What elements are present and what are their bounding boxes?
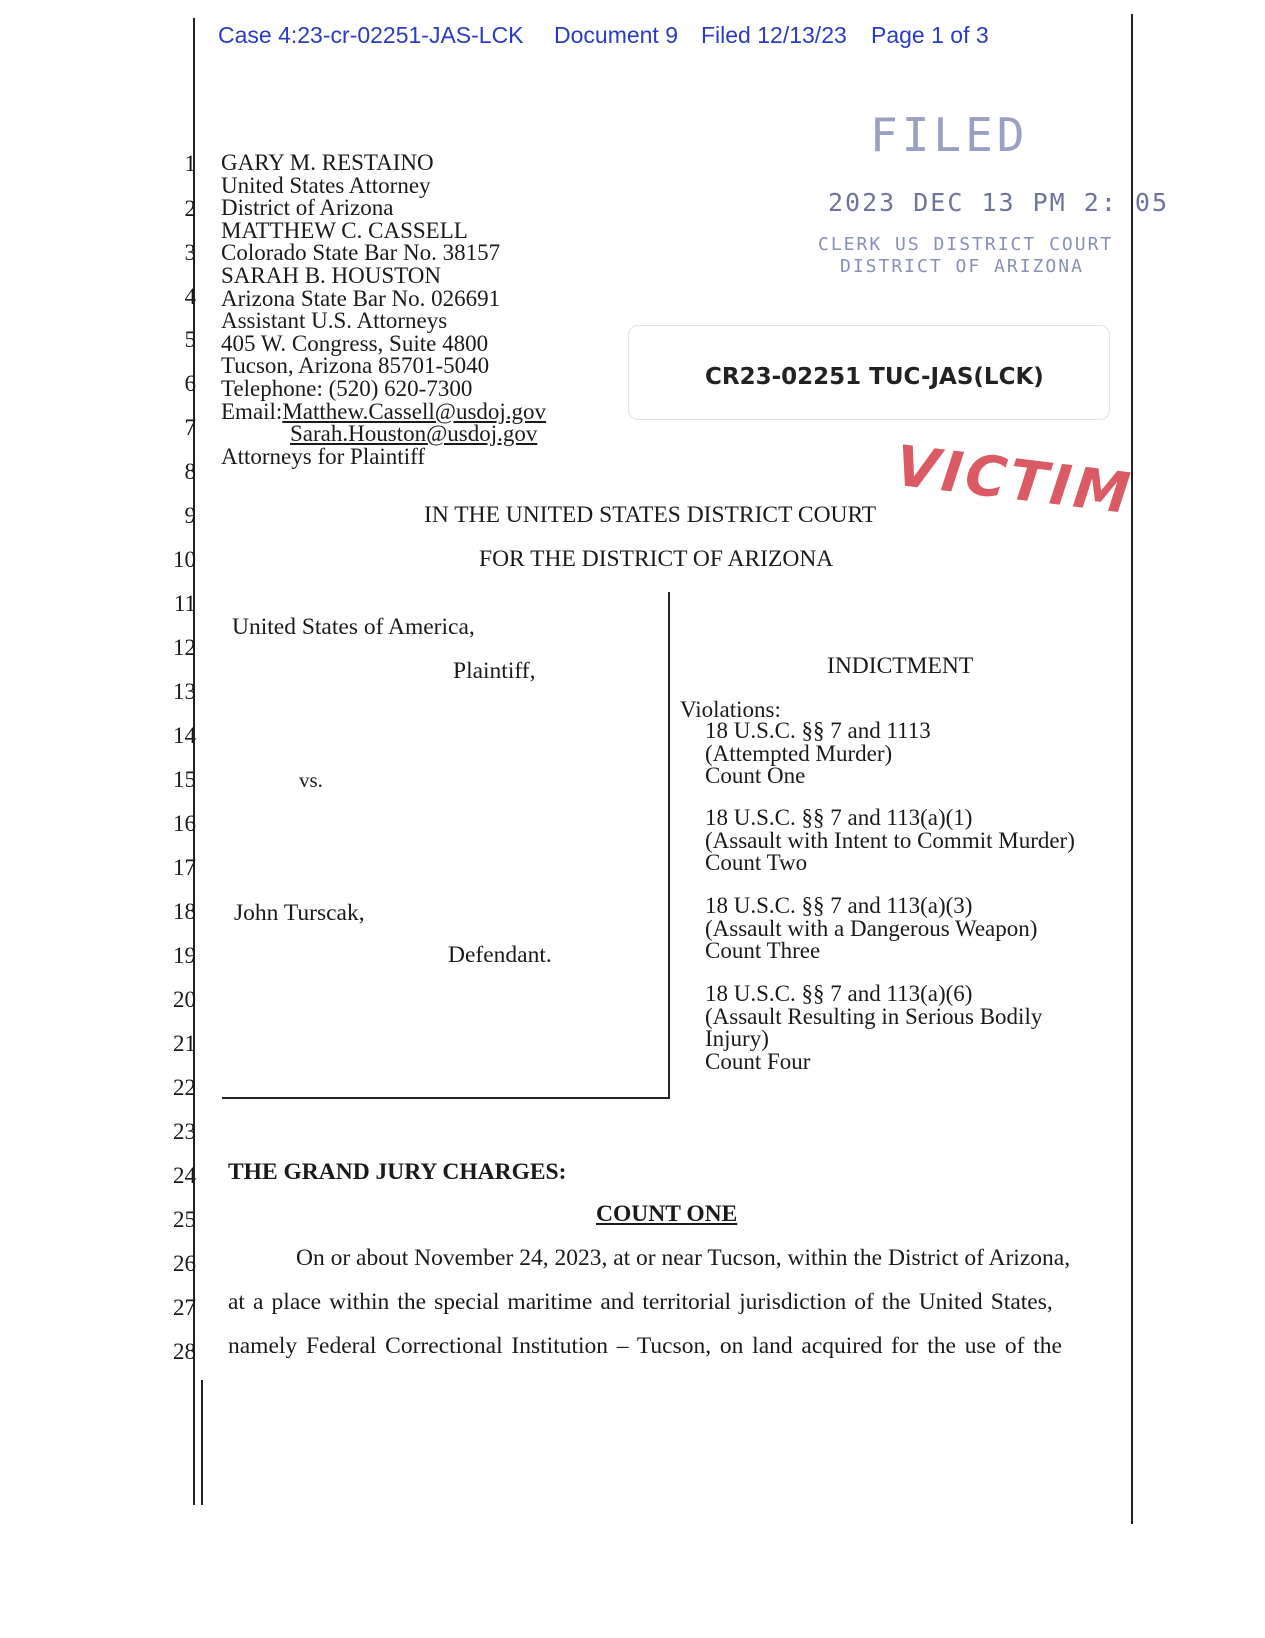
line-number: 17 bbox=[173, 855, 196, 880]
court-title: IN THE UNITED STATES DISTRICT COURT bbox=[424, 502, 877, 528]
line-number: 3 bbox=[184, 240, 196, 265]
line-number: 23 bbox=[173, 1119, 196, 1144]
attorney-line: Telephone: (520) 620-7300 bbox=[221, 375, 473, 401]
line-number: 15 bbox=[173, 767, 196, 792]
count-one-heading: COUNT ONE bbox=[596, 1201, 738, 1227]
line-number: 14 bbox=[173, 723, 196, 748]
line-number: 8 bbox=[184, 459, 196, 484]
attorney-line: Arizona State Bar No. 026691 bbox=[221, 285, 501, 311]
left-margin-rule-inner bbox=[201, 1380, 203, 1505]
caption-bottom-rule bbox=[222, 1097, 670, 1099]
violation-count-three bbox=[705, 895, 1037, 963]
line-number: 13 bbox=[173, 679, 196, 704]
line-number: 18 bbox=[173, 899, 196, 924]
violation-statute: 18 U.S.C. §§ 7 and 1113 bbox=[705, 718, 931, 743]
attorney-line: SARAH B. HOUSTON bbox=[221, 262, 442, 288]
attorney-line: Tucson, Arizona 85701-5040 bbox=[221, 353, 490, 379]
attorney-line: MATTHEW C. CASSELL bbox=[221, 217, 468, 243]
line-number: 21 bbox=[173, 1031, 196, 1056]
line-number: 1 bbox=[184, 151, 196, 176]
attorneys-for: Attorneys for Plaintiff bbox=[221, 443, 425, 469]
case-number-box bbox=[628, 325, 1110, 420]
attorney-line: Assistant U.S. Attorneys bbox=[221, 308, 448, 334]
line-number: 16 bbox=[173, 811, 196, 836]
line-number: 9 bbox=[184, 503, 196, 528]
violation-count-four bbox=[705, 983, 1042, 1073]
attorney-line: Colorado State Bar No. 38157 bbox=[221, 240, 501, 266]
line-number: 22 bbox=[173, 1075, 196, 1100]
body-line-2: at a place within the special maritime and territorial jurisdiction of the United States, bbox=[228, 1289, 1053, 1315]
caption-divider bbox=[668, 592, 670, 1098]
email-link-cassell[interactable]: Matthew.Cassell@usdoj.gov bbox=[282, 398, 547, 424]
case-number-label: CR23-02251 TUC-JAS(LCK) bbox=[705, 364, 1044, 390]
attorney-line: GARY M. RESTAINO bbox=[221, 150, 434, 175]
violation-count: Count Four bbox=[705, 1048, 811, 1074]
violation-description: (Assault with Intent to Commit Murder) bbox=[705, 827, 1075, 853]
violation-count-two bbox=[705, 807, 1075, 875]
victim-stamp: VICTIM bbox=[891, 433, 1137, 528]
line-number: 2 bbox=[184, 196, 196, 221]
attorney-line: District of Arizona bbox=[221, 195, 394, 221]
body-line-1: On or about November 24, 2023, at or near Tucson, within the District of Arizona, bbox=[296, 1245, 1071, 1271]
violation-statute: 18 U.S.C. §§ 7 and 113(a)(1) bbox=[705, 805, 973, 830]
court-district: FOR THE DISTRICT OF ARIZONA bbox=[479, 546, 834, 572]
violation-statute: 18 U.S.C. §§ 7 and 113(a)(3) bbox=[705, 893, 973, 918]
line-number: 24 bbox=[173, 1163, 196, 1188]
line-number: 6 bbox=[184, 371, 196, 396]
right-margin-rule bbox=[1131, 14, 1133, 1524]
defendant-label: Defendant. bbox=[448, 942, 552, 968]
violation-description: (Assault with a Dangerous Weapon) bbox=[705, 915, 1038, 941]
defendant-name: John Turscak, bbox=[234, 900, 365, 926]
violation-count: Count Three bbox=[705, 938, 821, 964]
filed-stamp-clerk: CLERK US DISTRICT COURT bbox=[818, 234, 1114, 255]
email-link-houston[interactable]: Sarah.Houston@usdoj.gov bbox=[290, 421, 538, 447]
line-number: 5 bbox=[184, 327, 196, 352]
attorney-block bbox=[221, 152, 546, 468]
attorney-line: United States Attorney bbox=[221, 172, 431, 198]
line-number: 12 bbox=[173, 635, 196, 660]
header-case-number: Case 4:23-cr-02251-JAS-LCK bbox=[218, 22, 524, 48]
line-number: 10 bbox=[173, 547, 196, 572]
plaintiff-name: United States of America, bbox=[232, 614, 475, 640]
body-line-3: namely Federal Correctional Institution – Tucson, on land acquired for the use of the bbox=[228, 1333, 1062, 1359]
line-number: 25 bbox=[173, 1207, 196, 1232]
filed-stamp-title: FILED bbox=[870, 108, 1029, 162]
email-line bbox=[221, 398, 547, 424]
header-filed-date: Filed 12/13/23 bbox=[701, 22, 847, 48]
plaintiff-label: Plaintiff, bbox=[453, 658, 536, 684]
line-number: 4 bbox=[184, 284, 196, 309]
line-number: 26 bbox=[173, 1251, 196, 1276]
violation-description-cont: Injury) bbox=[705, 1026, 769, 1052]
line-number: 27 bbox=[173, 1295, 196, 1320]
violation-description: (Attempted Murder) bbox=[705, 740, 893, 766]
filed-stamp-date: 2023 DEC 13 PM 2: 05 bbox=[828, 188, 1170, 217]
indictment-title: INDICTMENT bbox=[827, 653, 974, 679]
violation-count-one bbox=[705, 720, 931, 788]
line-number: 20 bbox=[173, 987, 196, 1012]
line-number: 7 bbox=[184, 415, 196, 440]
violation-count: Count Two bbox=[705, 850, 808, 876]
grand-jury-heading: THE GRAND JURY CHARGES: bbox=[228, 1159, 567, 1185]
line-number: 19 bbox=[173, 943, 196, 968]
email-line-2 bbox=[221, 423, 546, 446]
versus: vs. bbox=[299, 768, 323, 792]
email-label: Email: bbox=[221, 398, 283, 424]
violation-statute: 18 U.S.C. §§ 7 and 113(a)(6) bbox=[705, 981, 973, 1006]
header-page: Page 1 of 3 bbox=[871, 22, 989, 48]
header-document: Document 9 bbox=[554, 22, 679, 48]
line-number: 28 bbox=[173, 1339, 196, 1364]
violation-count: Count One bbox=[705, 763, 806, 789]
violations-label: Violations: bbox=[680, 697, 781, 722]
line-number: 11 bbox=[173, 591, 196, 616]
filed-stamp-district: DISTRICT OF ARIZONA bbox=[840, 256, 1084, 277]
attorney-line: 405 W. Congress, Suite 4800 bbox=[221, 330, 489, 356]
violation-description: (Assault Resulting in Serious Bodily bbox=[705, 1003, 1043, 1029]
